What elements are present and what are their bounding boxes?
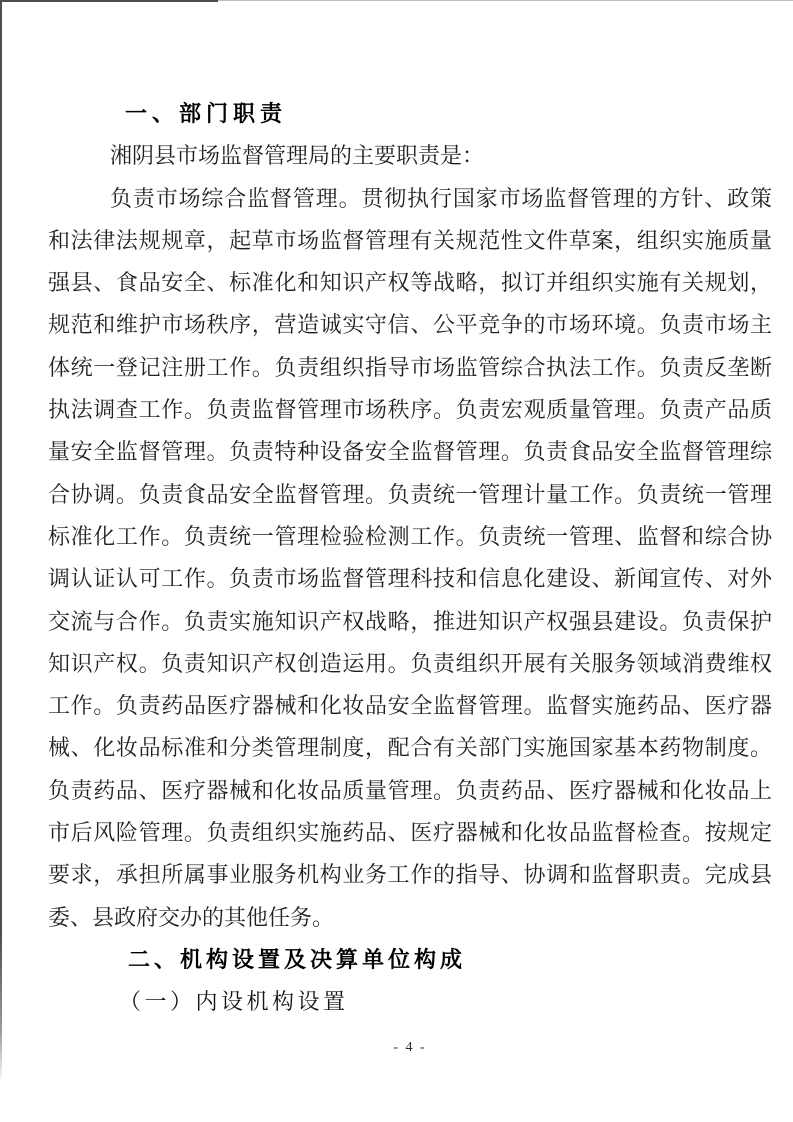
body-line: 委、县政府交办的其他任务。 xyxy=(48,904,335,930)
section-1-heading: 一、部门职责 xyxy=(125,101,288,126)
body-line: 量安全监督管理。负责特种设备安全监督管理。负责食品安全监督管理综 xyxy=(48,439,772,465)
body-line: 合协调。负责食品安全监督管理。负责统一管理计量工作。负责统一管理 xyxy=(48,481,772,507)
body-line: 标准化工作。负责统一管理检验检测工作。负责统一管理、监督和综合协 xyxy=(48,523,772,549)
body-line: 要求，承担所属事业服务机构业务工作的指导、协调和监督职责。完成县 xyxy=(48,862,772,888)
section-2-heading: 二、机构设置及决算单位构成 xyxy=(128,946,467,972)
body-line: 执法调查工作。负责监督管理市场秩序。负责宏观质量管理。负责产品质 xyxy=(48,397,772,423)
body-line: 械、化妆品标准和分类管理制度，配合有关部门实施国家基本药物制度。 xyxy=(48,735,772,761)
section-1-body-paragraph xyxy=(48,178,772,939)
scan-edge-left xyxy=(0,0,2,1084)
body-line: 知识产权。负责知识产权创造运用。负责组织开展有关服务领域消费维权 xyxy=(48,650,772,676)
body-line: 市后风险管理。负责组织实施药品、医疗器械和化妆品监督检查。按规定 xyxy=(48,820,772,846)
body-line: 负责药品、医疗器械和化妆品质量管理。负责药品、医疗器械和化妆品上 xyxy=(48,777,772,803)
section-2-subheading: （一）内设机构设置 xyxy=(119,989,349,1015)
section-1-intro-line: 湘阴县市场监督管理局的主要职责是： xyxy=(110,143,485,169)
body-line: 和法律法规规章，起草市场监督管理有关规范性文件草案，组织实施质量 xyxy=(48,227,772,253)
page-number: - 4 - xyxy=(393,1039,427,1055)
body-line: 交流与合作。负责实施知识产权战略，推进知识产权强县建设。负责保护 xyxy=(48,608,772,634)
body-line: 规范和维护市场秩序，营造诚实守信、公平竞争的市场环境。负责市场主 xyxy=(48,312,772,338)
body-line: 体统一登记注册工作。负责组织指导市场监管综合执法工作。负责反垄断 xyxy=(48,354,772,380)
body-line: 工作。负责药品医疗器械和化妆品安全监督管理。监督实施药品、医疗器 xyxy=(48,693,772,719)
body-line: 负责市场综合监督管理。贯彻执行国家市场监督管理的方针、政策 xyxy=(110,185,772,211)
body-line: 强县、食品安全、标准化和知识产权等战略，拟订并组织实施有关规划， xyxy=(48,270,772,296)
body-line: 调认证认可工作。负责市场监督管理科技和信息化建设、新闻宣传、对外 xyxy=(48,566,772,592)
page-content xyxy=(48,0,772,1058)
